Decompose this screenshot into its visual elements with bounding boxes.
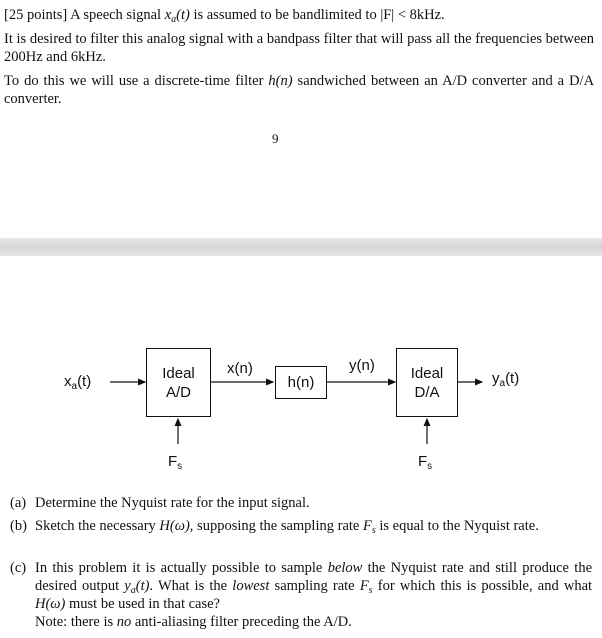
fs-label-dac: $F_s$ [418,453,433,472]
points-label: [25 points] [4,7,68,23]
yn-label: y(n) [349,357,375,374]
output-signal-label: $y_a(t)$ [492,370,520,389]
fs-label-adc: $F_s$ [168,453,183,472]
paragraph-setup: To do this we will use a discrete-time filter h(n) sandwiched between an A/D converter and a D/A converter. [4,73,595,107]
page-number: 9 [272,131,279,146]
question-b: (b) Sketch the necessary H(ω), supposing the sampling rate $F_s$ is equal to the Nyquist rate. [10,518,539,536]
question-a: (a) Determine the Nyquist rate for the input signal. [10,495,310,511]
input-signal-label: $x_a(t)$ [64,373,92,392]
question-c: (c) In this problem it is actually possible to sample below the Nyquist rate and still produce the desired output $y_a(t)$. What is the lowest sampling rate $F_s$ for which this is possible, and what H(ω) must be used in that case? Note: there is no anti-aliasing filter preceding the A/D. [10,560,593,630]
filter-block: h(n) [275,366,327,399]
xn-label: x(n) [227,360,253,377]
adc-block: Ideal A/D [146,348,211,417]
dac-block: Ideal D/A [396,348,458,417]
problem-statement: [25 points] A speech signal $x_a(t)$ is assumed to be bandlimited to |F| < 8kHz. [4,7,445,25]
note: Note: there is no anti-aliasing filter preceding the A/D. [35,614,352,630]
paragraph-filter-goal: It is desired to filter this analog signal with a bandpass filter that will pass all the frequencies between 200Hz and 6kHz. [4,31,594,65]
